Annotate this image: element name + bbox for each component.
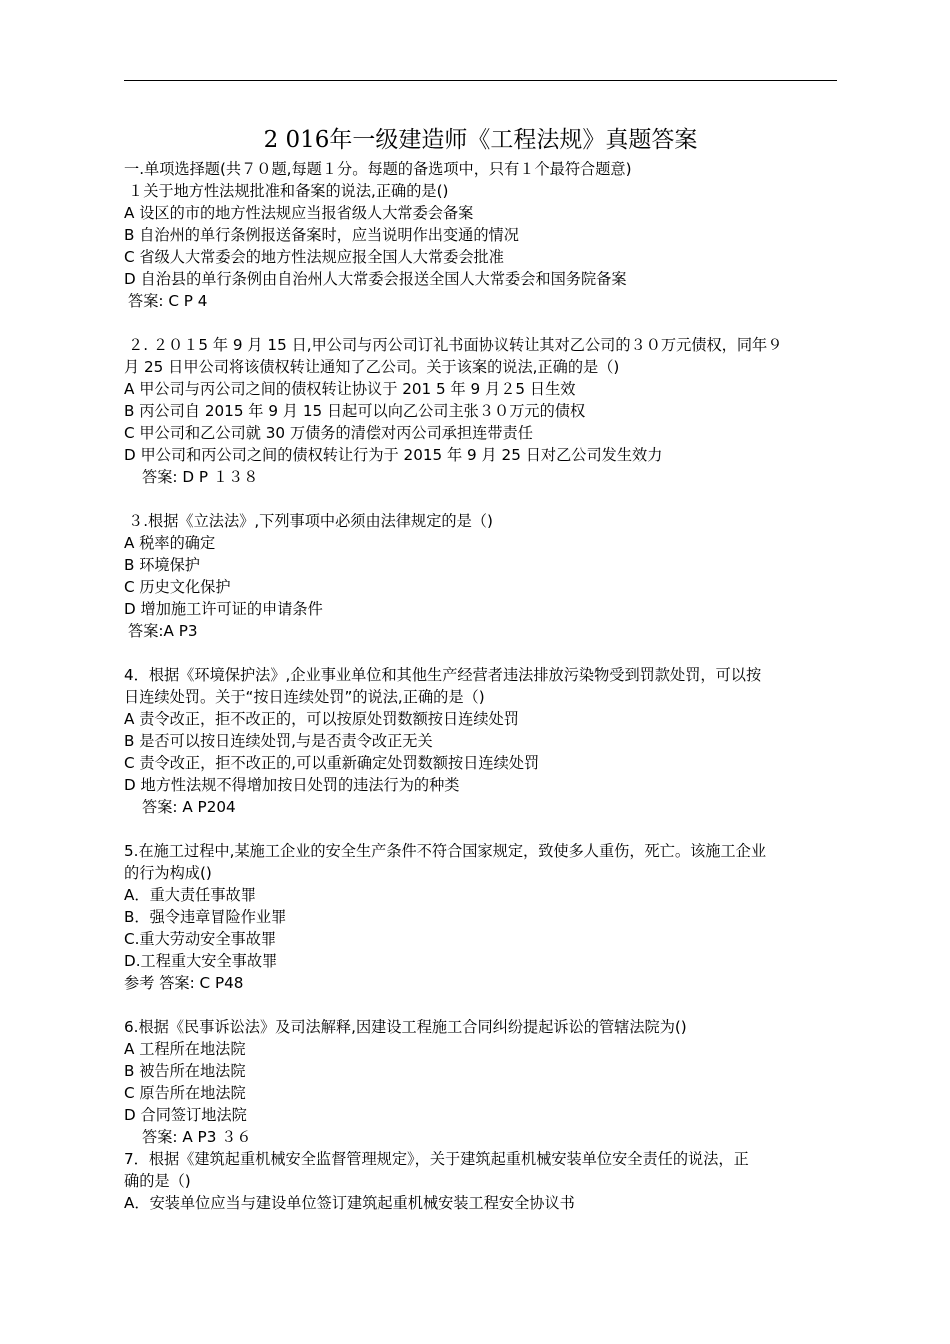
question-6 <box>124 1016 840 1148</box>
option-a: A 税率的确定 <box>124 534 216 552</box>
option-d: D 自治县的单行条例由自治州人大常委会报送全国人大常委会和国务院备案 <box>124 270 627 288</box>
option-c: C.重大劳动安全事故罪 <box>124 930 277 948</box>
answer-line: 答案: C P 4 <box>128 292 208 310</box>
question-stem: 7．根据《建筑起重机械安全监督管理规定》，关于建筑起重机械安装单位安全责任的说法，正 <box>124 1150 749 1168</box>
option-d: D 地方性法规不得增加按日处罚的违法行为的种类 <box>124 776 460 794</box>
question-stem: １关于地方性法规批准和备案的说法,正确的是() <box>128 182 449 200</box>
question-stem: 4．根据《环境保护法》,企业事业单位和其他生产经营者违法排放污染物受到罚款处罚，可以按 <box>124 666 762 684</box>
answer-line: 答案:A P3 <box>128 622 198 640</box>
option-b: B 环境保护 <box>124 556 200 574</box>
question-2 <box>124 334 840 488</box>
option-a: A 甲公司与丙公司之间的债权转让协议于 201 5 年 9 月２5 日生效 <box>124 380 576 398</box>
option-a: A 工程所在地法院 <box>124 1040 246 1058</box>
header-rule <box>124 80 837 81</box>
option-b: B 是否可以按日连续处罚,与是否责令改正无关 <box>124 732 433 750</box>
question-5 <box>124 840 840 994</box>
question-stem: 6.根据《民事诉讼法》及司法解释,因建设工程施工合同纠纷提起诉讼的管辖法院为() <box>124 1018 687 1036</box>
section-heading: 一.单项选择题(共７０题,每题１分。每题的备选项中，只有１个最符合题意) <box>124 160 632 178</box>
option-a: A 责令改正，拒不改正的，可以按原处罚数额按日连续处罚 <box>124 710 519 728</box>
question-stem-cont: 的行为构成() <box>124 864 212 882</box>
question-stem: 5.在施工过程中,某施工企业的安全生产条件不符合国家规定，致使多人重伤，死亡。该施工企业 <box>124 842 767 860</box>
answer-line: 答案: A P3 ３６ <box>142 1128 252 1146</box>
answer-line: 答案: D P １３８ <box>142 468 259 486</box>
option-a: A．安装单位应当与建设单位签订建筑起重机械安装工程安全协议书 <box>124 1194 575 1212</box>
option-a: A 设区的市的地方性法规应当报省级人大常委会备案 <box>124 204 474 222</box>
question-3 <box>124 510 840 642</box>
document-body <box>124 158 840 1214</box>
question-stem: ２. ２０１5 年 9 月 15 日,甲公司与丙公司订礼书面协议转让其对乙公司的３０万元债权，同年９ <box>128 336 783 354</box>
question-stem-cont: 确的是（) <box>124 1172 191 1190</box>
question-1 <box>124 180 840 312</box>
question-4 <box>124 664 840 818</box>
option-a: A．重大责任事故罪 <box>124 886 256 904</box>
question-stem-cont: 日连续处罚。关于“按日连续处罚”的说法,正确的是（) <box>124 688 485 706</box>
option-c: C 历史文化保护 <box>124 578 231 596</box>
question-stem: ３.根据《立法法》,下列事项中必须由法律规定的是（) <box>128 512 493 530</box>
question-stem-cont: 月 25 日甲公司将该债权转让通知了乙公司。关于该案的说法,正确的是（) <box>124 358 620 376</box>
option-d: D 增加施工许可证的申请条件 <box>124 600 323 618</box>
option-c: C 责令改正，拒不改正的,可以重新确定处罚数额按日连续处罚 <box>124 754 540 772</box>
answer-line: 答案: A P204 <box>142 798 236 816</box>
option-c: C 原告所在地法院 <box>124 1084 246 1102</box>
option-c: C 甲公司和乙公司就 30 万债务的清偿对丙公司承担连带责任 <box>124 424 533 442</box>
option-b: B 被告所在地法院 <box>124 1062 246 1080</box>
question-7 <box>124 1148 840 1214</box>
option-d: D 甲公司和丙公司之间的债权转让行为于 2015 年 9 月 25 日对乙公司发生效力 <box>124 446 663 464</box>
option-b: B 自治州的单行条例报送备案时，应当说明作出变通的情况 <box>124 226 519 244</box>
option-d: D 合同签订地法院 <box>124 1106 247 1124</box>
option-d: D.工程重大安全事故罪 <box>124 952 278 970</box>
option-b: B 丙公司自 2015 年 9 月 15 日起可以向乙公司主张３０万元的债权 <box>124 402 586 420</box>
option-c: C 省级人大常委会的地方性法规应报全国人大常委会批准 <box>124 248 504 266</box>
document-title: 2 016年一级建造师《工程法规》真题答案 <box>263 127 698 153</box>
option-b: B．强令违章冒险作业罪 <box>124 908 287 926</box>
answer-line: 参考 答案: C P48 <box>124 974 244 992</box>
